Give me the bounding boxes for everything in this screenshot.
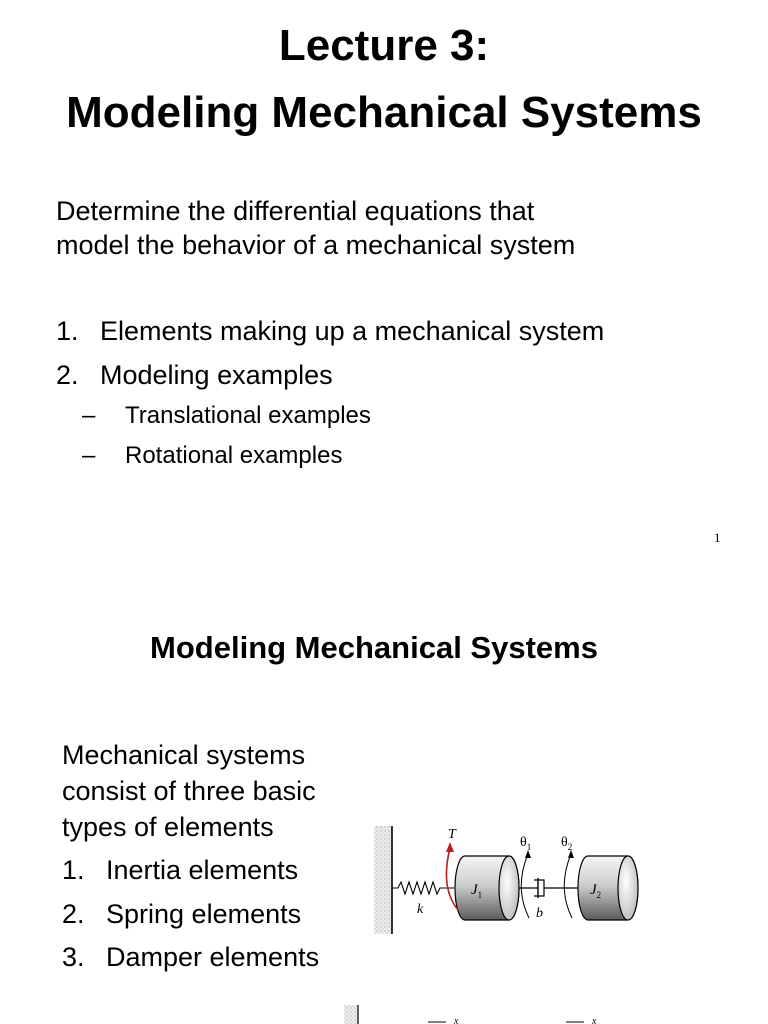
j2-label-text: J [590, 882, 597, 898]
sub-list-text: Rotational examples [125, 442, 343, 469]
intro-line-2: consist of three basic [62, 776, 316, 806]
list-number: 1. [62, 855, 85, 885]
list-item [56, 314, 604, 348]
j2-label-sub: 2 [596, 890, 602, 900]
slide-title-line-1: Lecture 3: [278, 21, 490, 70]
inertia-j2 [578, 856, 638, 920]
list-item [62, 897, 301, 931]
list-item [62, 853, 298, 887]
x-label-1: x [454, 1016, 459, 1024]
theta1-label [520, 835, 531, 852]
slide-2 [0, 570, 768, 1024]
sub-list-item [82, 401, 371, 431]
intro-line-3: types of elements [62, 812, 274, 842]
list-text: Elements making up a mechanical system [100, 316, 605, 346]
list-item [62, 940, 319, 974]
intro-line-1: Mechanical systems [62, 740, 306, 770]
intro-text [56, 194, 736, 262]
intro-line-2: model the behavior of a mechanical system [56, 230, 576, 260]
list-number: 2. [62, 899, 85, 929]
inertia-j1 [455, 856, 519, 920]
dash-bullet: – [82, 402, 96, 429]
intro-text [62, 737, 362, 845]
list-text: Spring elements [106, 899, 302, 929]
theta2-label [561, 835, 572, 852]
theta2-arrow [564, 850, 574, 918]
spring [392, 882, 454, 894]
slide-title: Modeling Mechanical Systems [150, 630, 598, 665]
list-text: Modeling examples [100, 360, 333, 390]
list-text: Inertia elements [106, 855, 299, 885]
wall [374, 826, 392, 934]
rotational-system-diagram [368, 818, 648, 938]
x-label-2: x [592, 1016, 597, 1024]
list-number: 1. [56, 316, 79, 346]
list-number: 3. [62, 942, 85, 972]
sub-list-item [82, 441, 342, 471]
theta2-sub: 2 [567, 842, 573, 852]
damper-label: b [536, 906, 543, 921]
sub-list-text: Translational examples [125, 402, 371, 429]
wall-2 [344, 1005, 358, 1024]
dash-bullet: – [82, 442, 96, 469]
j1-label-sub: 1 [477, 890, 483, 900]
theta1-symbol: θ [520, 835, 527, 850]
theta1-arrow [521, 850, 531, 918]
list-item [56, 358, 333, 392]
page-number: 1 [714, 530, 721, 545]
theta2-symbol: θ [561, 835, 568, 850]
spring-label: k [417, 902, 424, 917]
intro-line-1: Determine the differential equations that [56, 196, 535, 226]
list-number: 2. [56, 360, 79, 390]
translational-system-diagram [330, 995, 630, 1024]
list-text: Damper elements [106, 942, 320, 972]
j1-label-text: J [471, 882, 478, 898]
slide-title-line-2: Modeling Mechanical Systems [66, 88, 702, 137]
theta1-sub: 1 [526, 842, 532, 852]
torque-label: T [448, 827, 456, 842]
damper [519, 878, 578, 898]
